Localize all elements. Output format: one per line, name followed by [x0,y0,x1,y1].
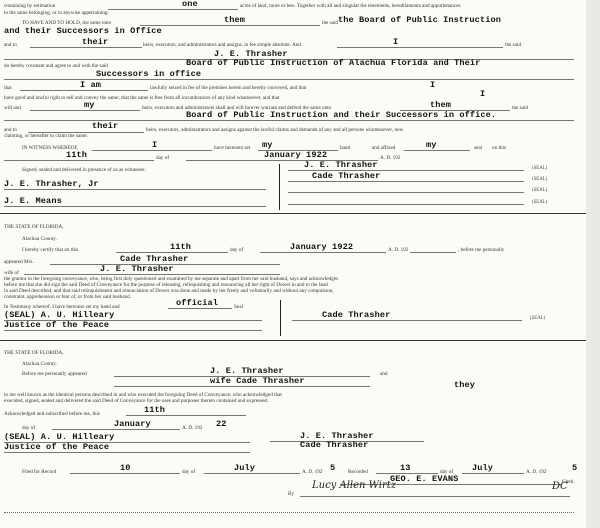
ack1-county: Alachua County. [22,236,57,242]
grantee-name-cont: and their Successors in Office [4,26,162,36]
ack2-name-1: J. E. Thrasher [210,366,284,376]
filed-month: July [234,463,256,473]
grantor-signature: J. E. Thrasher [304,160,378,170]
ack2-day: 11th [144,405,166,415]
ack1-officer-title: Justice of the Peace [4,320,110,330]
grantee-them: them [224,15,246,25]
ack2-officer-title: Justice of the Peace [4,442,110,452]
ack2-name-2: wife Cade Thrasher [210,376,305,386]
grantee-name: the Board of Public Instruction [338,15,501,25]
deed-line-1: containing by estimation [4,3,56,9]
filed-year: 5 [330,463,336,473]
ack2-they: they [454,380,476,390]
witness-2: J. E. Means [4,196,62,206]
recorded-day: 13 [400,463,411,473]
recorded-year: 5 [572,463,578,473]
witness-1: J. E. Thrasher, Jr [4,179,99,189]
ack2-sig-1: J. E. Thrasher [300,431,374,441]
deed-day: 11th [66,150,88,160]
scan-margin [586,0,600,528]
ack2-month: January [114,419,151,429]
deed-month-year: January 1922 [264,150,328,160]
ack1-signer: Cade Thrasher [322,310,391,320]
deputy-clerk-dc: DC [552,481,568,492]
filed-day: 10 [120,463,131,473]
grantor-name: J. E. Thrasher [214,49,288,59]
deputy-clerk-signature: Lucy Allen Wirtz [312,480,397,491]
ack1-wife-name: Cade Thrasher [120,254,189,264]
wife-signature: Cade Thrasher [312,171,381,181]
warranty-grantee: Board of Public Instruction and their Successors in office. [186,110,497,120]
ack1-husband: J. E. Thrasher [100,264,174,274]
ack2-officer: (SEAL) A. U. Hilleary [4,432,115,442]
recorded-month: July [472,463,494,473]
clerk-name: GEO. E. EVANS [390,474,459,484]
ack1-officer: (SEAL) A. U. Hilleary [4,310,115,320]
ack2-county: Alachua County. [22,361,57,367]
covenant-grantee: Board of Public Instruction of Alachua Florida and Their [186,58,481,68]
ack1-day: 11th [170,242,192,252]
official-word: official [176,298,219,308]
ack2-state: THE STATE OF FLORIDA, [4,350,64,356]
acres-value: one [182,0,198,9]
ack1-state: THE STATE OF FLORIDA, [4,224,64,230]
ack2-year: 22 [216,419,227,429]
ack2-sig-2: Cade Thrasher [300,440,369,450]
deed-record-page: containing by estimation one acres of land, more or less. Together with all and singular the tenements, hereditaments and appurtenances to the same belonging, or in anywise appertaining. TO HAVE AND TO HOLD, the same unto them the said the Board of Public Instruction and their Successors in Office and to their heirs, executors, and administrators and assigns, in fee simple absolute. And I the said J. E. Thrasher do hereby covenant and agree to and with the said Board of Public Instruction of Alachua Florida and Their Successors in office that I am lawfully seized in fee of the premises herein and hereby conveyed, and that I have good and lawful right to sell and convey the same; that the same is free from all incumbrances of any kind whatsoever, and that I will and my heirs, executors and administrators shall and will forever warrant and defend the same unto them the said Board of Public Instruction and their Successors in office. and to their heirs, executors, administrators and assigns against the lawful claims and demands of any and all persons whomsoever, now claiming, or hereafter to claim the same. IN WITNESS WHEREOF, I have hereunto set my hand and affixed my seal on this 11th day of January 1922 A. D. 192 Signed, sealed and delivered in presence of us as witnesses: J. E. Thrasher (SEAL) Cade Thrasher (SEAL) J. E. Thrasher, Jr (SEAL) J. E. Means (SEAL) THE STATE OF FLORIDA, Alachua County. I hereby certify that on this 11th day of January 1922 A. D. 192 , before me personally appeared Mrs. Cade Thrasher wife of J. E. Thrasher the grantor in the foregoing conveyance, who, being first duly questioned and examined by me separate and apart from her said husband, says and acknowledges before me that she did sign the said Deed of Conveyance for the purpose of releasing, relinquishing and renouncing all her right of Dower in and to the land in said Deed described, and that said relinquishment and renunciation of Dower was done and made by her freely and voluntarily and without any compulsion, constraint, apprehension or fear of, or from her said husband. In Testimony whereof, I have hereunto set my hand and official Seal (SEAL) A. U. Hilleary Justice of the Peace Cade Thrasher (SEAL) THE STATE OF FLORIDA, Alachua County. Before me personally appeared J. E. Thrasher and wife Cade Thrasher they to me well known as the identical persons described in and who executed the foregoing Deed of Conveyance, who acknowledged that executed, signed, sealed and delivered the said Deed of Conveyance for the uses and purposes therein contained and expressed. Acknowledged and subscribed before me, this 11th day of January A. D. 192 22 (SEAL) A. U. Hilleary Justice of the Peace J. E. Thrasher Cade Thrasher Filed for Record 10 day of July A. D. 192 5 Recorded 13 day of July A. D. 192 5 GEO. E. EVANS Clerk. By Lucy Allen Wirtz DC [0,0,600,528]
ack1-month: January 1922 [290,242,354,252]
